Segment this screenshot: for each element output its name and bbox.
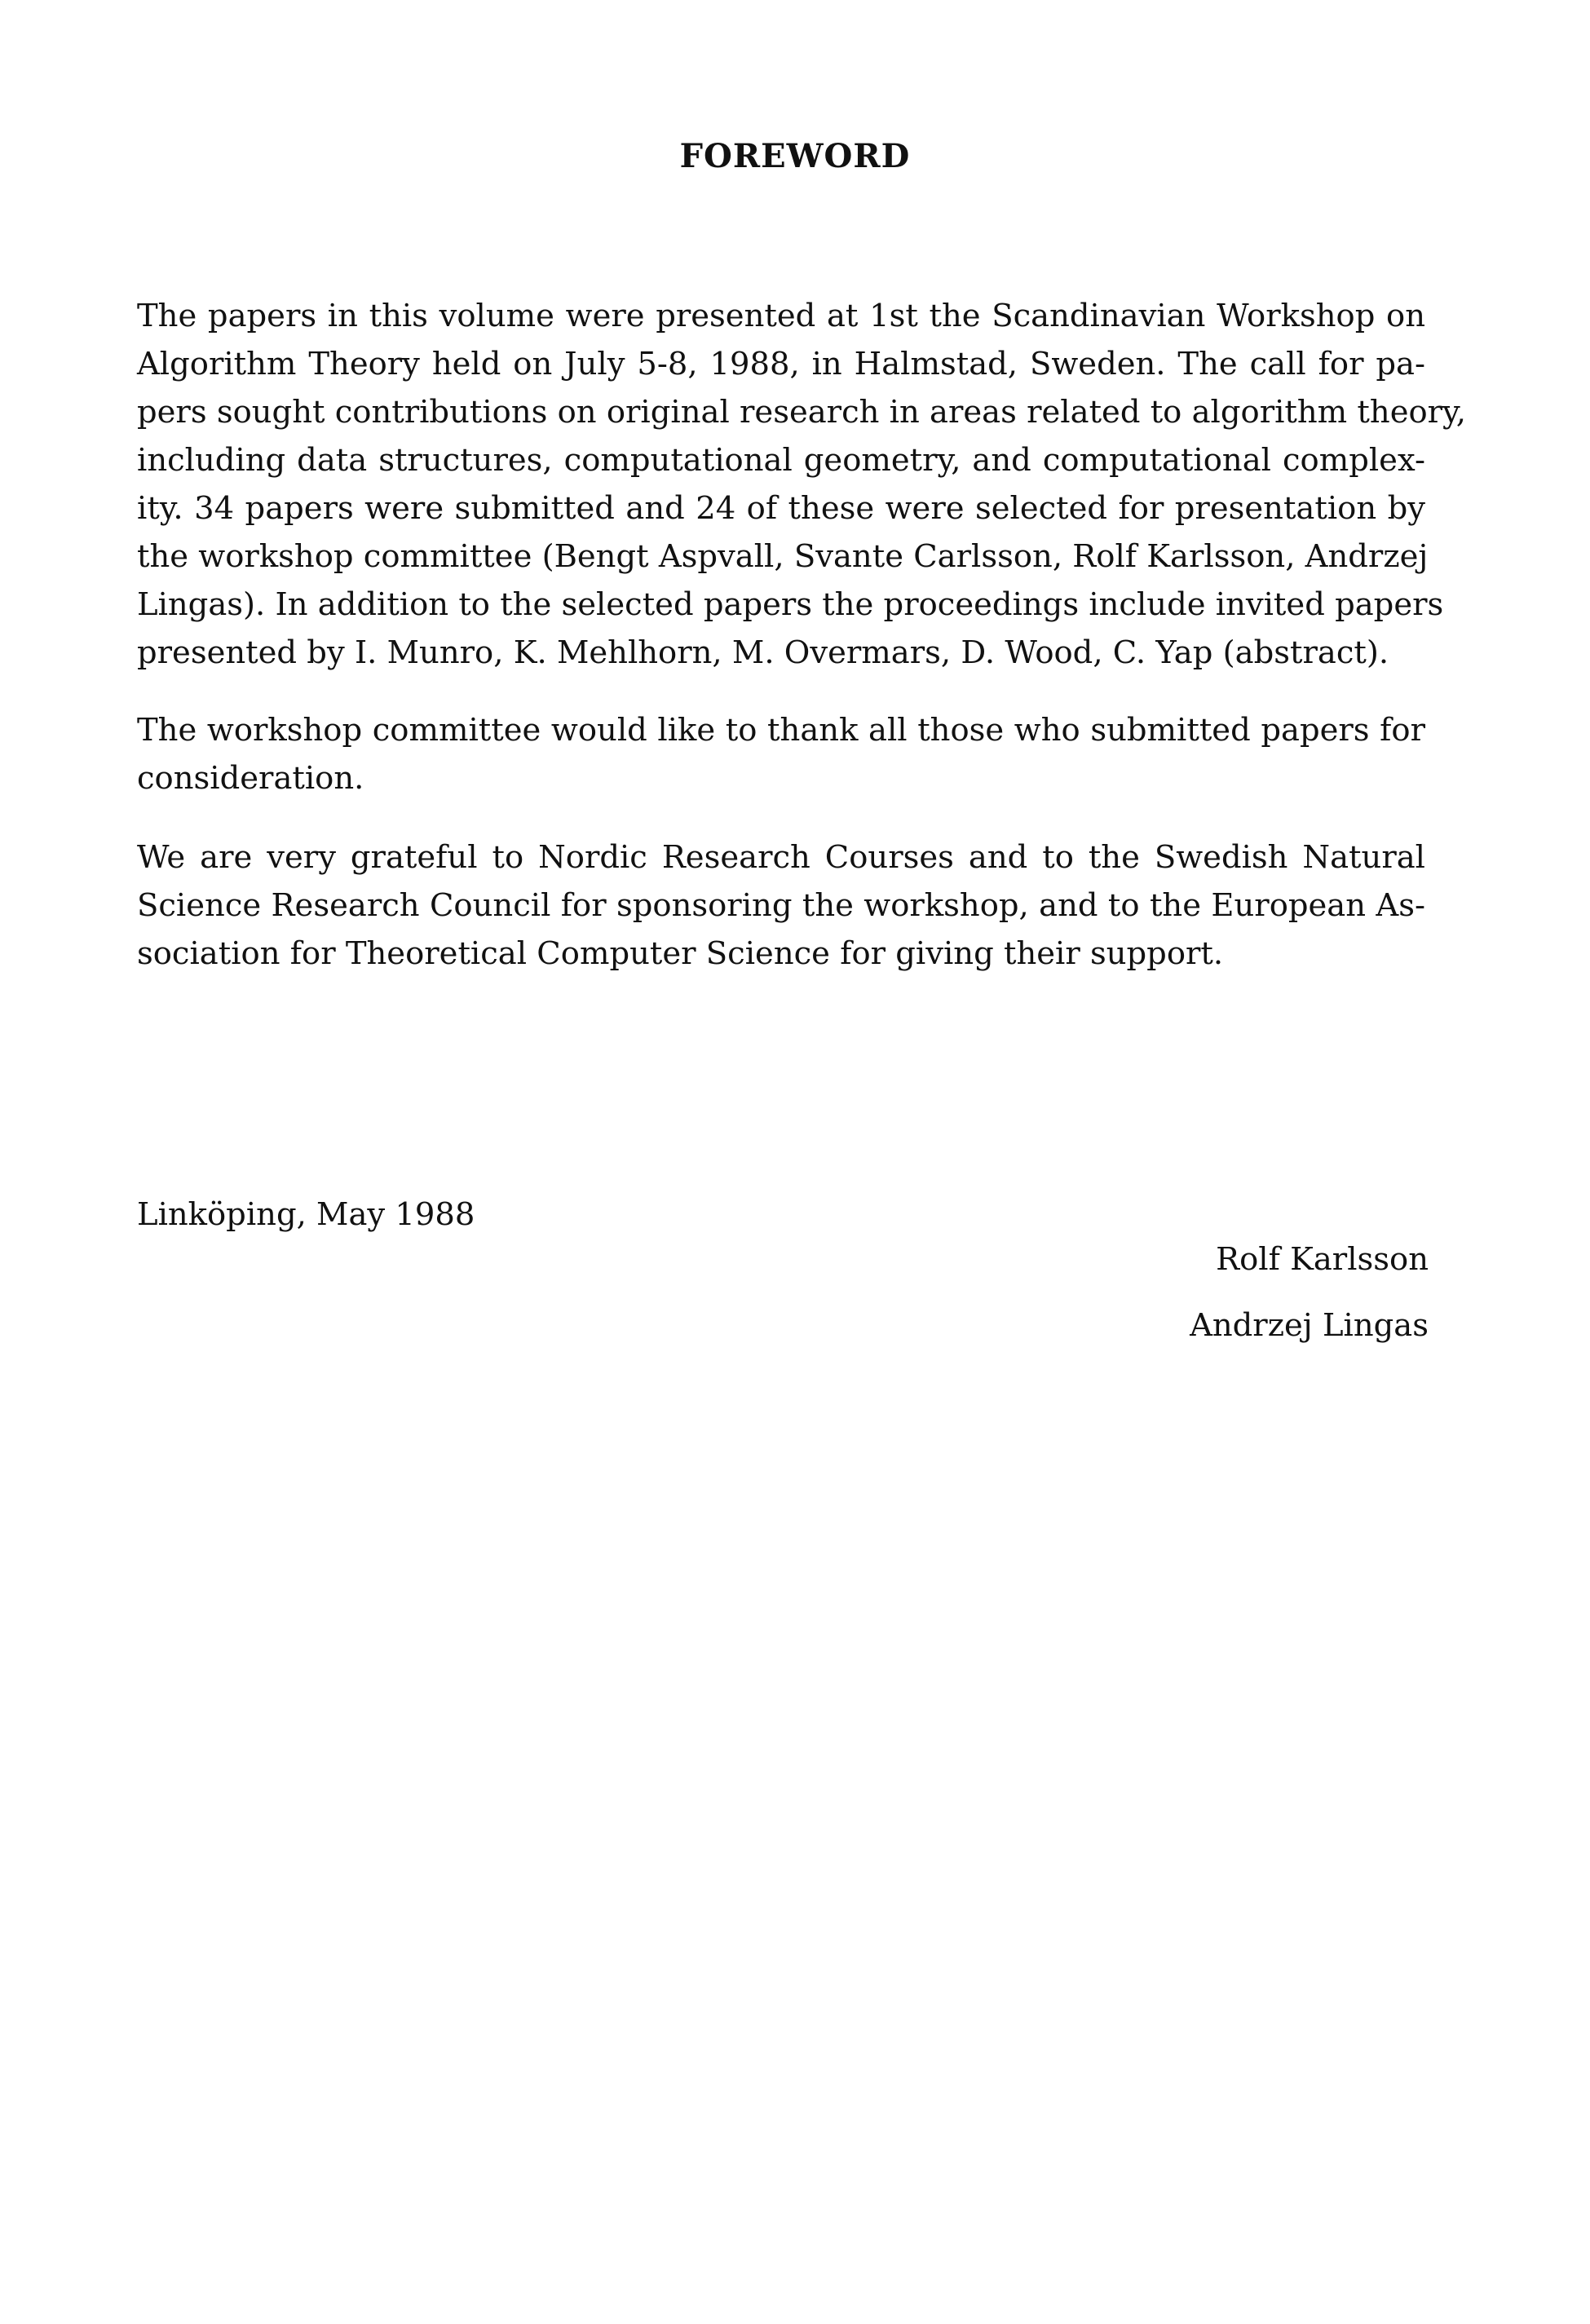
page-title: FOREWORD	[679, 137, 911, 175]
paragraph-1-line-1: The papers in this volume were presented at 1st the Scandinavian Workshop on	[137, 298, 1425, 334]
paragraph-1-line-2: Algorithm Theory held on July 5-8, 1988, in Halmstad, Sweden. The call for pa-	[137, 346, 1425, 382]
paragraph-1-line-7: Lingas). In addition to the selected papers the proceedings include invited papers	[137, 586, 1444, 623]
signatory-1: Rolf Karlsson	[1216, 1241, 1429, 1278]
paragraph-1-line-3: pers sought contributions on original research in areas related to algorithm theory,	[137, 394, 1466, 431]
paragraph-2-line-1: The workshop committee would like to thank all those who submitted papers for	[137, 712, 1425, 749]
paragraph-1-line-4: including data structures, computational geometry, and computational complex-	[137, 442, 1425, 479]
paragraph-1-line-5: ity. 34 papers were submitted and 24 of these were selected for presentation by	[137, 490, 1425, 527]
paragraph-2-line-2: consideration.	[137, 760, 364, 797]
paragraph-3-line-1: We are very grateful to Nordic Research Courses and to the Swedish Natural	[137, 839, 1425, 876]
signatory-2: Andrzej Lingas	[1190, 1307, 1429, 1344]
paragraph-3-line-3: sociation for Theoretical Computer Science for giving their support.	[137, 935, 1224, 972]
paragraph-1-line-8: presented by I. Munro, K. Mehlhorn, M. Overmars, D. Wood, C. Yap (abstract).	[137, 634, 1389, 671]
place-date: Linköping, May 1988	[137, 1196, 475, 1233]
paragraph-3-line-2: Science Research Council for sponsoring the workshop, and to the European As-	[137, 887, 1425, 924]
paragraph-1-line-6: the workshop committee (Bengt Aspvall, Svante Carlsson, Rolf Karlsson, Andrzej	[137, 538, 1429, 575]
